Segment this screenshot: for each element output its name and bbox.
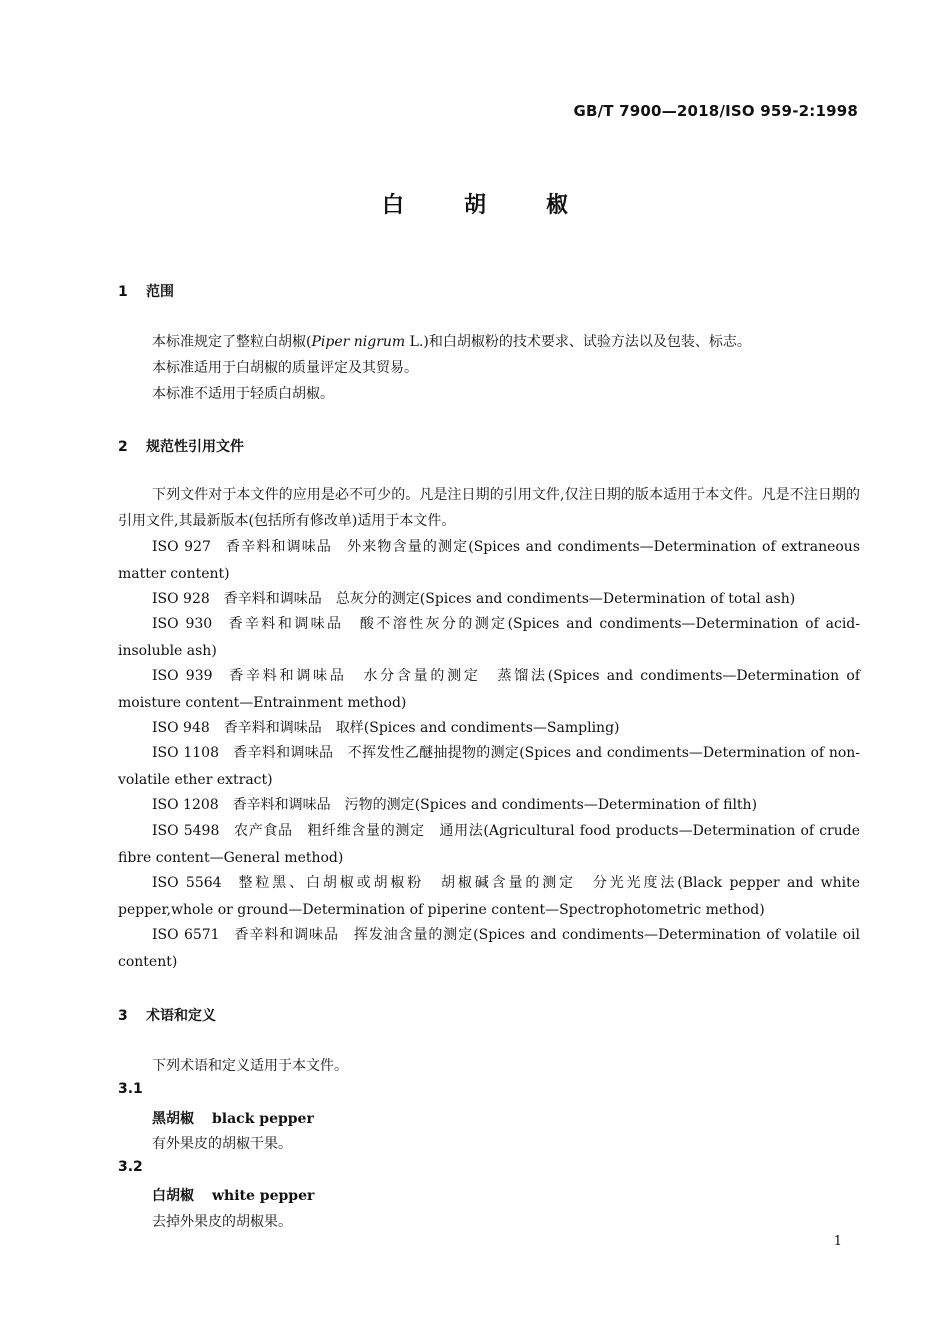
scope-paragraph-1: 本标准规定了整粒白胡椒(Piper nigrum L.)和白胡椒粉的技术要求、试验方法以及包装、标志。	[152, 334, 751, 350]
title-char: 椒	[546, 193, 569, 218]
reference-item: ISO 930 香辛料和调味品 酸不溶性灰分的测定(Spices and condiments—Determination of acid-insoluble ash)	[118, 616, 860, 659]
reference-item: ISO 939 香辛料和调味品 水分含量的测定 蒸馏法(Spices and condiments—Determination of moisture content—Entrainment method)	[118, 668, 860, 711]
reference-item: ISO 5564 整粒黑、白胡椒或胡椒粉 胡椒碱含量的测定 分光光度法(Black pepper and white pepper,whole or ground—Determination of piperine content—Spectrophotometric method)	[118, 875, 860, 918]
page-number: 1	[833, 1234, 842, 1249]
reference-item: ISO 928 香辛料和调味品 总灰分的测定(Spices and condiments—Determination of total ash)	[152, 591, 796, 607]
scope-paragraph-2: 本标准适用于白胡椒的质量评定及其贸易。	[152, 360, 418, 376]
section-number: 2	[118, 439, 128, 455]
term-definition: 有外果皮的胡椒干果。	[152, 1136, 292, 1152]
terms-intro: 下列术语和定义适用于本文件。	[152, 1058, 348, 1074]
term-number: 3.1	[118, 1081, 143, 1097]
reference-item: ISO 6571 香辛料和调味品 挥发油含量的测定(Spices and condiments—Determination of volatile oil content)	[118, 927, 861, 970]
reference-item: ISO 1208 香辛料和调味品 污物的测定(Spices and condiments—Determination of filth)	[152, 797, 758, 813]
title-char: 白	[381, 193, 404, 218]
section-title: 范围	[146, 284, 174, 300]
standard-number: GB/T 7900—2018/ISO 959-2:1998	[573, 102, 858, 120]
section-heading-terms	[118, 1005, 216, 1025]
section-title: 术语和定义	[146, 1008, 216, 1024]
scope-paragraph-3: 本标准不适用于轻质白胡椒。	[152, 386, 334, 402]
references-intro: 下列文件对于本文件的应用是必不可少的。凡是注日期的引用文件,仅注日期的版本适用于本文件。凡是不注日期的引用文件,其最新版本(包括所有修改单)适用于本文件。	[118, 487, 860, 529]
section-heading-scope	[118, 281, 174, 301]
term-definition: 去掉外果皮的胡椒果。	[152, 1214, 292, 1230]
page-title	[0, 188, 950, 219]
section-title: 规范性引用文件	[146, 439, 244, 455]
term-number: 3.2	[118, 1159, 143, 1175]
reference-item: ISO 927 香辛料和调味品 外来物含量的测定(Spices and condiments—Determination of extraneous matter content)	[118, 539, 861, 582]
section-heading-normative-references	[118, 436, 244, 456]
title-char: 胡	[463, 193, 486, 218]
reference-item: ISO 948 香辛料和调味品 取样(Spices and condiments—Sampling)	[152, 720, 620, 736]
section-number: 3	[118, 1008, 128, 1024]
section-number: 1	[118, 284, 128, 300]
term-title: 黑胡椒 black pepper	[152, 1111, 314, 1127]
reference-item: ISO 5498 农产食品 粗纤维含量的测定 通用法(Agricultural food products—Determination of crude fibre content—General method)	[118, 823, 860, 866]
term-title: 白胡椒 white pepper	[152, 1188, 315, 1204]
reference-item: ISO 1108 香辛料和调味品 不挥发性乙醚抽提物的测定(Spices and condiments—Determination of non-volatile ether extract)	[118, 745, 861, 788]
latin-name: Piper nigrum	[311, 334, 406, 350]
